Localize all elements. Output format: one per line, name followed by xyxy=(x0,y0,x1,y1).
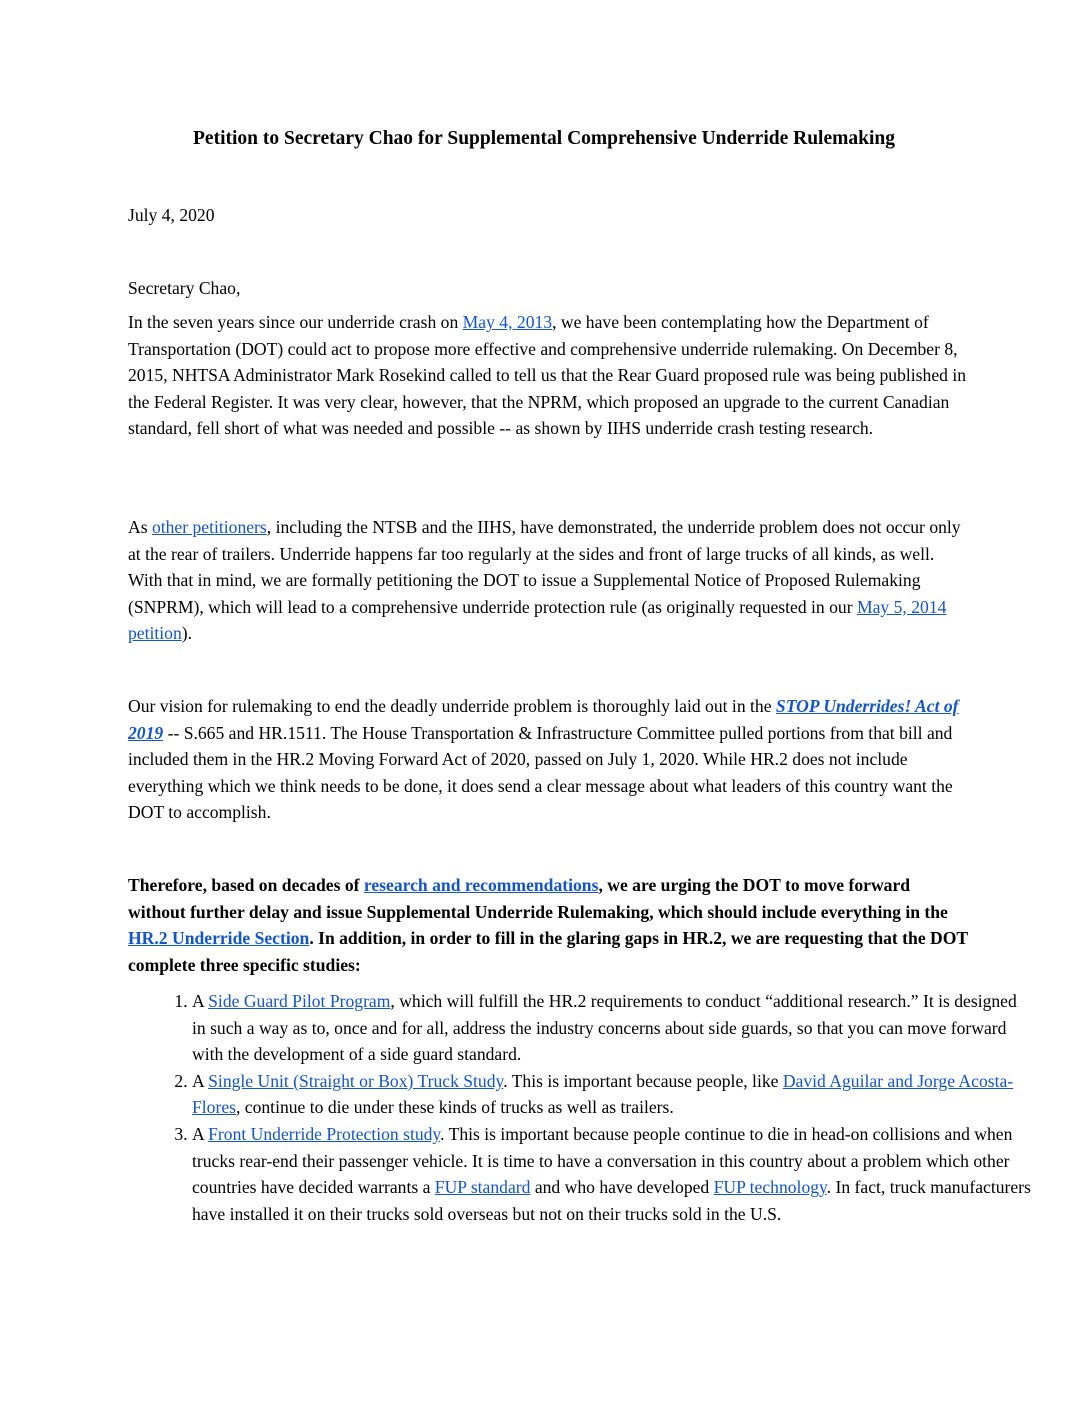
paragraph-request: Therefore, based on decades of research and recommendations, we are urging the DOT to move forward without further delay and issue Supplemental Underride Rulemaking, which should include everything in the HR.2 Underride Section. In addition, in order to fill in the glaring gaps in HR.2, we are requesting that the DOT complete three specific studies: xyxy=(128,875,968,975)
list-item-front-underride-study: 3. A Front Underride Protection study. This is important because people continue to die in head-on collisions and when trucks rear-end their passenger vehicle. It is time to have a conversation in this country about a problem which other countries have decided warrants a FUP standard and who have developed FUP technology. In fact, truck manufacturers have installed it on their trucks sold overseas but not on their trucks sold in the U.S. xyxy=(192,1121,1032,1227)
letter-date: July 4, 2020 xyxy=(128,205,215,225)
list-item-single-unit-truck-study: 2. A Single Unit (Straight or Box) Truck Study. This is important because people, like David Aguilar and Jorge Acosta-Flores, continue to die under these kinds of trucks as well as trailers. xyxy=(192,1068,1032,1121)
link-front-underride-protection-study[interactable]: Front Underride Protection study xyxy=(208,1123,441,1144)
link-other-petitioners[interactable]: other petitioners xyxy=(151,517,267,537)
link-single-unit-truck-study[interactable]: Single Unit (Straight or Box) Truck Study xyxy=(208,1070,504,1091)
list-item-side-guard-study: 1. A Side Guard Pilot Program, which will fulfill the HR.2 requirements to conduct “additional research.” It is designed in such a way as to, once and for all, address the industry concerns about side guards, so that you can move forward with the development of a side guard standard. xyxy=(192,988,1032,1068)
link-side-guard-pilot-program[interactable]: Side Guard Pilot Program xyxy=(208,991,391,1011)
paragraph-stop-underrides-act: Our vision for rulemaking to end the deadly underride problem is thoroughly laid out in the STOP Underrides! Act of 2019 -- S.665 and HR.1511. The House Transportation & Infrastructure Committee pulled portions from that bill and included them in the HR.2 Moving Forward Act of 2020, passed on July 1, 2020. While HR.2 does not include everything which we think needs to be done, it does send a clear message about what leaders of this country want the DOT to accomplish. xyxy=(128,696,959,823)
link-fup-technology[interactable]: FUP technology xyxy=(713,1177,827,1198)
link-may-5-2014-petition[interactable]: May 5, 2014 petition xyxy=(128,596,947,644)
salutation: Secretary Chao, xyxy=(128,278,241,298)
document-title: Petition to Secretary Chao for Supplemental Comprehensive Underride Rulemaking xyxy=(193,128,895,149)
link-research-and-recommendations[interactable]: research and recommendations xyxy=(363,875,599,895)
paragraph-other-petitioners: As other petitioners, including the NTSB and the IIHS, have demonstrated, the underride problem does not occur only at the rear of trailers. Underride happens far too regularly at the sides and front of large trucks of all kinds, as well. With that in mind, we are formally petitioning the DOT to issue a Supplemental Notice of Proposed Rulemaking (SNPRM), which will lead to a comprehensive underride protection rule (as originally requested in our May 5, 2014 petition). xyxy=(128,517,961,644)
link-may-4-2013[interactable]: May 4, 2013 xyxy=(462,312,553,332)
link-fup-standard[interactable]: FUP standard xyxy=(434,1177,531,1198)
link-stop-underrides-act[interactable]: STOP Underrides! Act of 2019 xyxy=(128,696,959,743)
paragraph-crash-history: In the seven years since our underride crash on May 4, 2013, we have been contemplating how the Department of Transportation (DOT) could act to propose more effective and comprehensive underride rulemaking. On December 8, 2015, NHTSA Administrator Mark Rosekind called to tell us that the Rear Guard proposed rule was being published in the Federal Register. It was very clear, however, that the NPRM, which proposed an upgrade to the current Canadian standard, fell short of what was needed and possible -- as shown by IIHS underride crash testing research. xyxy=(128,312,967,439)
link-david-aguilar-jorge-acosta-flores[interactable]: David Aguilar and Jorge Acosta-Flores xyxy=(192,1070,1014,1118)
studies-list xyxy=(128,988,1032,1227)
link-hr2-underride-section[interactable]: HR.2 Underride Section xyxy=(128,928,310,949)
